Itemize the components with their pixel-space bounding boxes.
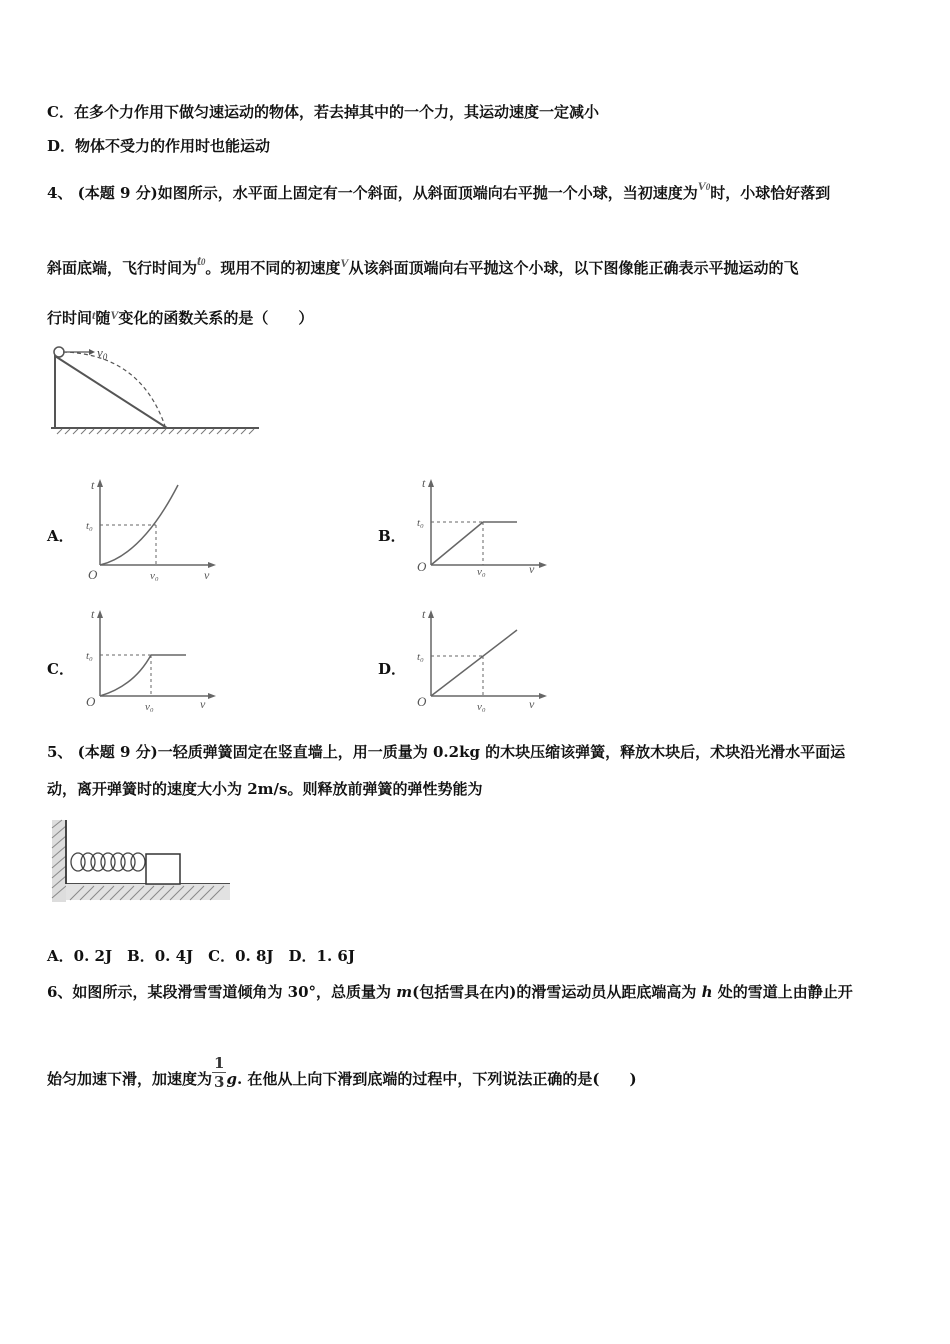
q4-line-2: 斜面底端，飞行时间为t0。现用不同的初速度$^V$从该斜面顶端向右平抛这个小球，以下图像能正确表示平抛运动的飞 (47, 254, 799, 277)
svg-text:v₀: v₀ (145, 701, 154, 713)
wood-block (146, 854, 180, 884)
svg-text:v: v (204, 568, 210, 582)
q4-number: 4、 (47, 184, 73, 202)
fraction-one-third: $\frac{1}{3}$ (214, 1053, 225, 1091)
svg-text:t: t (422, 476, 426, 490)
svg-text:O: O (417, 694, 427, 709)
option-a-graph[interactable] (82, 475, 222, 585)
q5-line-2: 动，离开弹簧时的速度大小为 2m/s。则释放前弹簧的弹性势能为 (47, 780, 483, 798)
incline-slope (55, 356, 167, 428)
spring-figure (48, 818, 233, 908)
svg-text:t₀: t₀ (417, 517, 424, 529)
option-b-graph[interactable] (413, 475, 553, 585)
svg-text:v: v (529, 697, 535, 711)
option-b-label[interactable]: B． (378, 527, 406, 545)
q5-answers: A．0. 2J B．0. 4J C．0. 8J D．1. 6J (47, 947, 355, 965)
t0-symbol: t0 (197, 254, 206, 269)
svg-text:t₀: t₀ (86, 650, 93, 662)
svg-text:v: v (200, 697, 206, 711)
svg-text:v₀: v₀ (150, 570, 159, 582)
svg-text:O: O (86, 694, 96, 709)
v-symbol: V (340, 256, 349, 270)
q4-line-3: 行时间$^t$随$^V$变化的函数关系的是（ ） (47, 308, 314, 327)
q3-option-c: C．在多个力作用下做匀速运动的物体，若去掉其中的一个力，其运动速度一定减小 (47, 103, 599, 121)
svg-text:v0: $v_0$ (97, 345, 108, 362)
ball (54, 347, 64, 357)
svg-text:v₀: v₀ (477, 566, 486, 578)
q3-option-d: D．物体不受力的作用时也能运动 (47, 137, 271, 155)
svg-text:t: t (91, 478, 95, 492)
svg-text:O: O (417, 559, 427, 574)
q4-line-1: 4、 (本题 9 分)如图所示，水平面上固定有一个斜面，从斜面顶端向右平抛一个小球，当初速度为$^{V0}$时，小球恰好落到 (47, 179, 831, 202)
trajectory (63, 352, 165, 426)
option-c-label[interactable]: C． (47, 660, 74, 678)
spring-coil (71, 853, 145, 871)
q6-line-1: 6、如图所示，某段滑雪雪道倾角为 30°，总质量为 m(包括雪具在内)的滑雪运动员从距底端高为 h 处的雪道上由静止开 (47, 983, 853, 1001)
option-a-label[interactable]: A． (47, 527, 74, 545)
svg-text:t₀: t₀ (86, 520, 93, 532)
q6-line-2: 始匀加速下滑，加速度为 $\frac{1}{3}$ g. 在他从上向下滑到底端的过程中，下列说法正确的是( ) (47, 1053, 637, 1091)
svg-text:O: O (88, 567, 98, 582)
svg-text:v₀: v₀ (477, 701, 486, 713)
svg-text:v: v (529, 562, 535, 576)
v0-symbol: V0 (697, 179, 711, 193)
option-d-label[interactable]: D． (378, 660, 407, 678)
svg-text:t₀: t₀ (417, 651, 424, 663)
option-c-graph[interactable] (82, 606, 222, 716)
option-d-graph[interactable] (413, 606, 553, 716)
q5-line-1: 5、 (本题 9 分)一轻质弹簧固定在竖直墙上，用一质量为 0.2kg 的木块压缩该弹簧，释放木块后，术块沿光滑水平面运 (47, 743, 846, 761)
incline-figure (45, 342, 265, 440)
svg-text:t: t (422, 607, 426, 621)
svg-text:t: t (91, 607, 95, 621)
